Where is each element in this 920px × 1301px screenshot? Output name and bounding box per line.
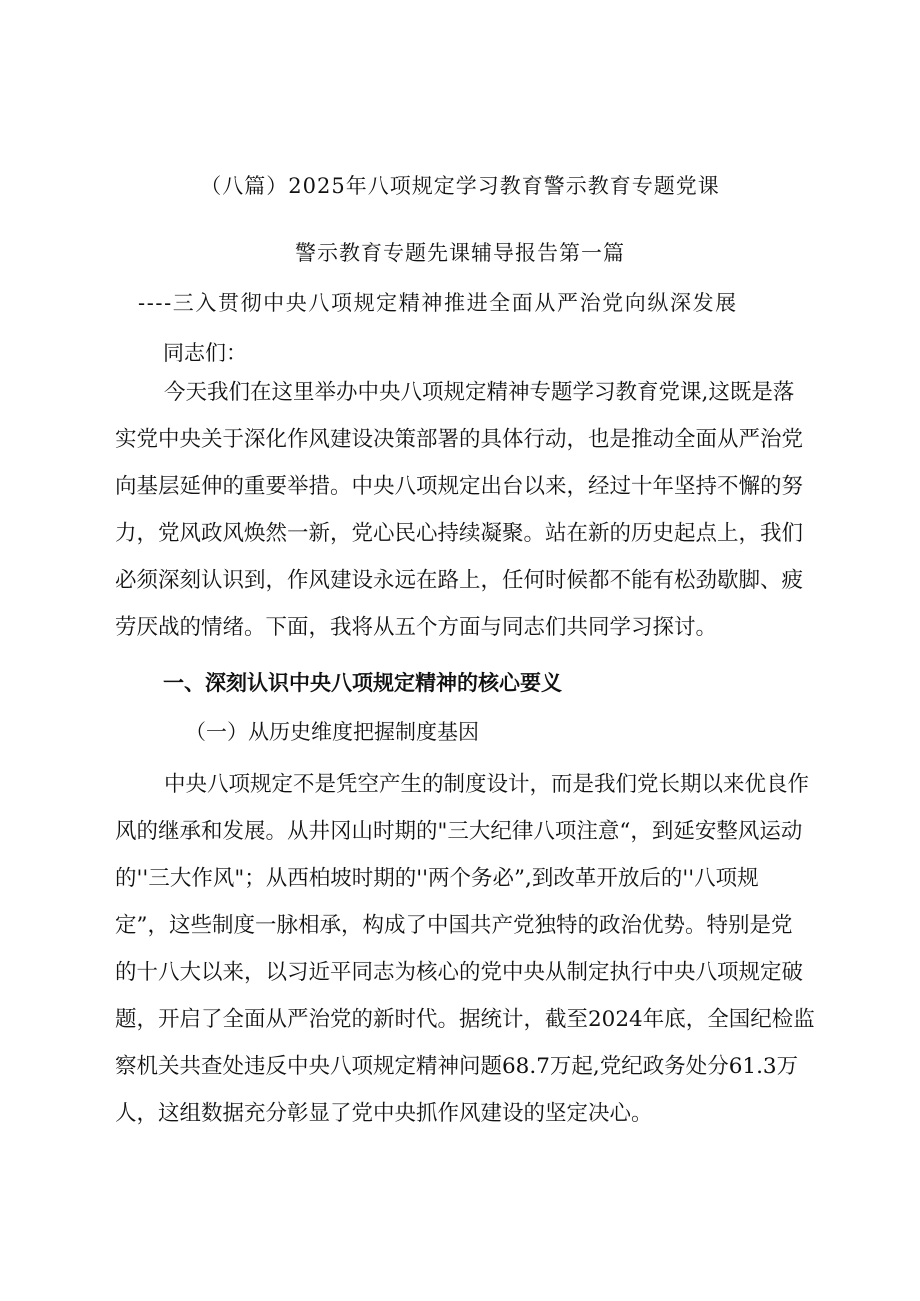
paragraph-line: 的十八大以来，以习近平同志为核心的党中央从制定执行中央八项规定破: [115, 960, 804, 985]
history-paragraph: [115, 761, 815, 1137]
paragraph-line: 实党中央关于深化作风建设决策部署的具体行动，也是推动全面从严治党: [115, 427, 804, 452]
document-subtitle-part: 警示教育专题先课辅导报告第一篇: [295, 241, 625, 265]
salutation: 同志们：: [163, 341, 247, 365]
document-theme-line: ----三入贯彻中央八项规定精神推进全面从严治党向纵深发展: [138, 291, 738, 315]
paragraph-line: 定”，这些制度一脉相承，构成了中国共产党独特的政治优势。特别是党: [115, 913, 793, 938]
paragraph-line: 风的继承和发展。从井冈山时期的"三大纪律八项注意“，到延安整风运动: [115, 819, 803, 844]
paragraph-line: 察机关共查处违反中央八项规定精神问题68.7万起,党纪政务处分61.3万: [115, 1054, 799, 1079]
paragraph-line: 向基层延伸的重要举措。中央八项规定出台以来，经过十年坚持不懈的努: [115, 474, 804, 499]
paragraph-line: 题，开启了全面从严治党的新时代。据统计，截至2024年底，全国纪检监: [115, 1007, 815, 1032]
paragraph-line: 人，这组数据充分彰显了党中央抓作风建设的坚定决心。: [115, 1101, 653, 1126]
paragraph-line: 劳厌战的情绪。下面，我将从五个方面与同志们共同学习探讨。: [115, 615, 718, 640]
subsection-heading: （一）从历史维度把握制度基因: [185, 720, 479, 744]
paragraph-line: 中央八项规定不是凭空产生的制度设计，而是我们党长期以来优良作: [164, 772, 810, 797]
paragraph-line: 力，党风政风焕然一新，党心民心持续凝聚。站在新的历史起点上，我们: [115, 521, 804, 546]
paragraph-line: 的''三大作风"；从西柏坡时期的''两个务必”,到改革开放后的''八项规: [115, 866, 759, 891]
paragraph-line: 必须深刻认识到，作风建设永远在路上，任何时候都不能有松劲歇脚、疲: [115, 568, 804, 593]
intro-paragraph: [115, 369, 815, 651]
paragraph-line: 今天我们在这里举办中央八项规定精神专题学习教育党课,这既是落: [164, 380, 795, 405]
section-heading: 一、深刻认识中央八项规定精神的核心要义: [163, 671, 562, 695]
document-title: （八篇）2025年八项规定学习教育警示教育专题党课: [200, 174, 720, 198]
